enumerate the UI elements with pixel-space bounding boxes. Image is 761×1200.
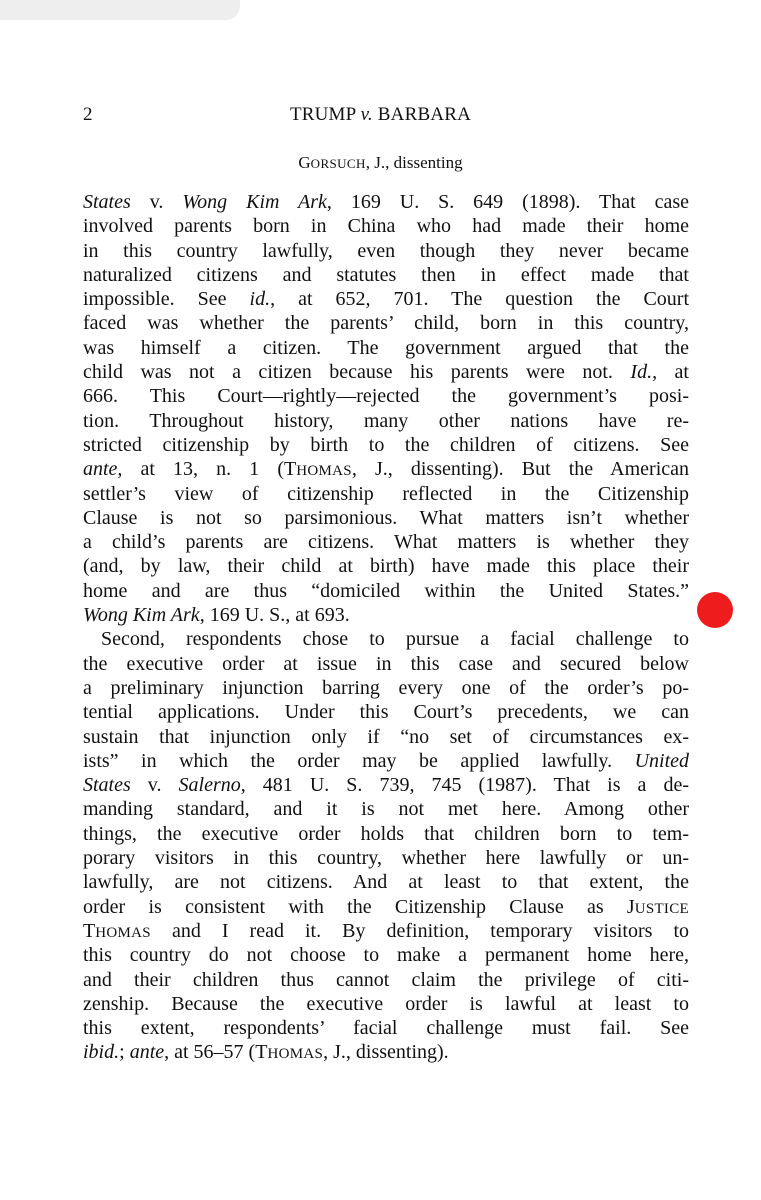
text-run: impossible. See	[83, 288, 250, 311]
body-line	[83, 968, 689, 992]
body-line	[83, 1016, 689, 1040]
text-run: , 169 U. S., at 693.	[199, 604, 350, 627]
citation-signal: ante,	[83, 458, 123, 481]
text-run: porary visitors in this country, whether here lawfully or un-	[83, 847, 689, 870]
body-line	[83, 919, 689, 943]
text-run: , 481 U. S. 739, 745 (1987). That is a de-	[240, 774, 689, 797]
body-line	[83, 336, 689, 360]
body-line	[83, 554, 689, 578]
text-run: faced was whether the parents’ child, born in this country,	[83, 312, 689, 335]
body-line	[83, 409, 689, 433]
text-run: order is consistent with the Citizenship Clause as J	[83, 895, 635, 918]
text-run: T	[83, 919, 96, 942]
text-run: v.	[130, 774, 179, 797]
text-run: (and, by law, their child at birth) have made this place their	[83, 555, 689, 578]
text-run: naturalized citizens and statutes then in effect made that	[83, 263, 689, 286]
case-name: United	[634, 749, 689, 772]
text-run: , J., dissenting).	[323, 1041, 449, 1064]
text-run: Second, respondents chose to pursue a facial challenge to	[101, 628, 689, 651]
text-run: , at	[652, 361, 689, 384]
case-name: Wong Kim Ark	[182, 191, 327, 213]
text-run: Clause is not so parsimonious. What matters isn’t whether	[83, 506, 689, 529]
running-head-right: BARBARA	[377, 104, 472, 125]
text-run: stricted citizenship by birth to the children of citizens. See	[83, 433, 689, 456]
text-run: , 169 U. S. 649 (1898). That case	[326, 191, 689, 213]
text-run: ;	[119, 1041, 130, 1064]
body-line	[83, 287, 689, 311]
red-dot-marker	[697, 592, 733, 628]
body-line	[83, 895, 689, 919]
text-run: , J., dissenting). But the American	[351, 458, 689, 481]
text-run: involved parents born in China who had made their home	[83, 215, 689, 238]
body-line	[83, 822, 689, 846]
text-run: zenship. Because the executive order is lawful at least to	[83, 992, 689, 1015]
body-line	[83, 190, 689, 214]
body-line	[83, 676, 689, 700]
text-run: child was not a citizen because his parents were not.	[83, 361, 631, 384]
body-line	[83, 433, 689, 457]
text-run: tential applications. Under this Court’s precedents, we can	[83, 701, 689, 724]
text-run: v.	[130, 191, 183, 213]
text-run: a preliminary injunction barring every one of the order’s po-	[83, 676, 689, 699]
text-run: home and are thus “domiciled within the United States.”	[83, 579, 689, 602]
running-head-left: TRUMP	[289, 104, 356, 125]
text-run: 666. This Court—rightly—rejected the government’s posi-	[83, 385, 689, 408]
case-name: States	[83, 774, 131, 797]
body-line	[83, 360, 689, 384]
body-line	[83, 384, 689, 408]
body-line	[83, 652, 689, 676]
body-line	[83, 214, 689, 238]
text-run: lawfully, are not citizens. And at least to that extent, the	[83, 871, 689, 894]
text-run: the executive order at issue in this case and secured below	[83, 652, 689, 675]
author-suffix: , J., dissenting	[365, 153, 463, 172]
body-line	[83, 311, 689, 335]
text-run: this extent, respondents’ facial challenge must fail. See	[83, 1017, 689, 1040]
text-run: and I read it. By definition, temporary visitors to	[150, 919, 689, 942]
text-run: in this country lawfully, even though they never became	[83, 239, 689, 262]
running-head	[0, 103, 761, 127]
text-run: tion. Throughout history, many other nations have re-	[83, 409, 689, 432]
running-head-v: v.	[360, 104, 373, 125]
body-line	[83, 239, 689, 263]
text-run: manding standard, and it is not met here. Among other	[83, 798, 689, 821]
citation-signal: ibid.	[83, 1041, 120, 1064]
body-line	[83, 700, 689, 724]
text-run: was himself a citizen. The government argued that the	[83, 336, 689, 359]
body-line	[83, 773, 689, 797]
top-status-bar	[0, 0, 240, 20]
body-line	[83, 263, 689, 287]
body-line	[83, 530, 689, 554]
text-run: ists” in which the order may be applied lawfully.	[83, 749, 635, 772]
text-run: , at 652, 701. The question the Court	[270, 288, 689, 311]
case-name: States	[83, 191, 131, 213]
case-name: Wong Kim Ark	[83, 604, 200, 627]
citation-signal: id.	[249, 288, 271, 311]
text-run: settler’s view of citizenship reflected in the Citizenship	[83, 482, 689, 505]
body-line	[83, 482, 689, 506]
body-line	[83, 846, 689, 870]
justice-name-smallcaps: HOMAS	[95, 924, 151, 941]
author-line	[0, 152, 761, 175]
case-name: Salerno	[178, 774, 241, 797]
text-run: things, the executive order holds that children born to tem-	[83, 822, 689, 845]
body-line	[83, 603, 689, 627]
citation-signal: Id.	[630, 361, 653, 384]
page-number: 2	[83, 104, 93, 125]
text-run: , at 56–57 (T	[164, 1041, 268, 1064]
body-line	[83, 1040, 689, 1064]
body-line	[83, 797, 689, 821]
justice-name-smallcaps: HOMAS	[267, 1046, 324, 1063]
body-line	[83, 457, 689, 481]
text-run: at 13, n. 1 (T	[122, 458, 297, 481]
text-run: and their children thus cannot claim the privilege of citi-	[83, 968, 689, 991]
justice-name-smallcaps: HOMAS	[296, 463, 352, 480]
body-line	[83, 870, 689, 894]
citation-signal: ante	[129, 1041, 165, 1064]
body-line	[83, 506, 689, 530]
body-line	[83, 749, 689, 773]
author-initial: G	[298, 153, 311, 172]
body-line	[83, 725, 689, 749]
text-run: a child’s parents are citizens. What matters is whether they	[83, 531, 689, 554]
body-line	[83, 627, 689, 651]
justice-title-smallcaps: USTICE	[634, 900, 689, 917]
body-line	[83, 943, 689, 967]
body-line	[83, 579, 689, 603]
body-line	[83, 992, 689, 1016]
text-run: this country do not choose to make a permanent home here,	[83, 944, 689, 967]
opinion-body	[83, 190, 689, 1065]
text-run: sustain that injunction only if “no set of circumstances ex-	[83, 725, 689, 748]
author-name-rest: ORSUCH	[310, 156, 366, 171]
